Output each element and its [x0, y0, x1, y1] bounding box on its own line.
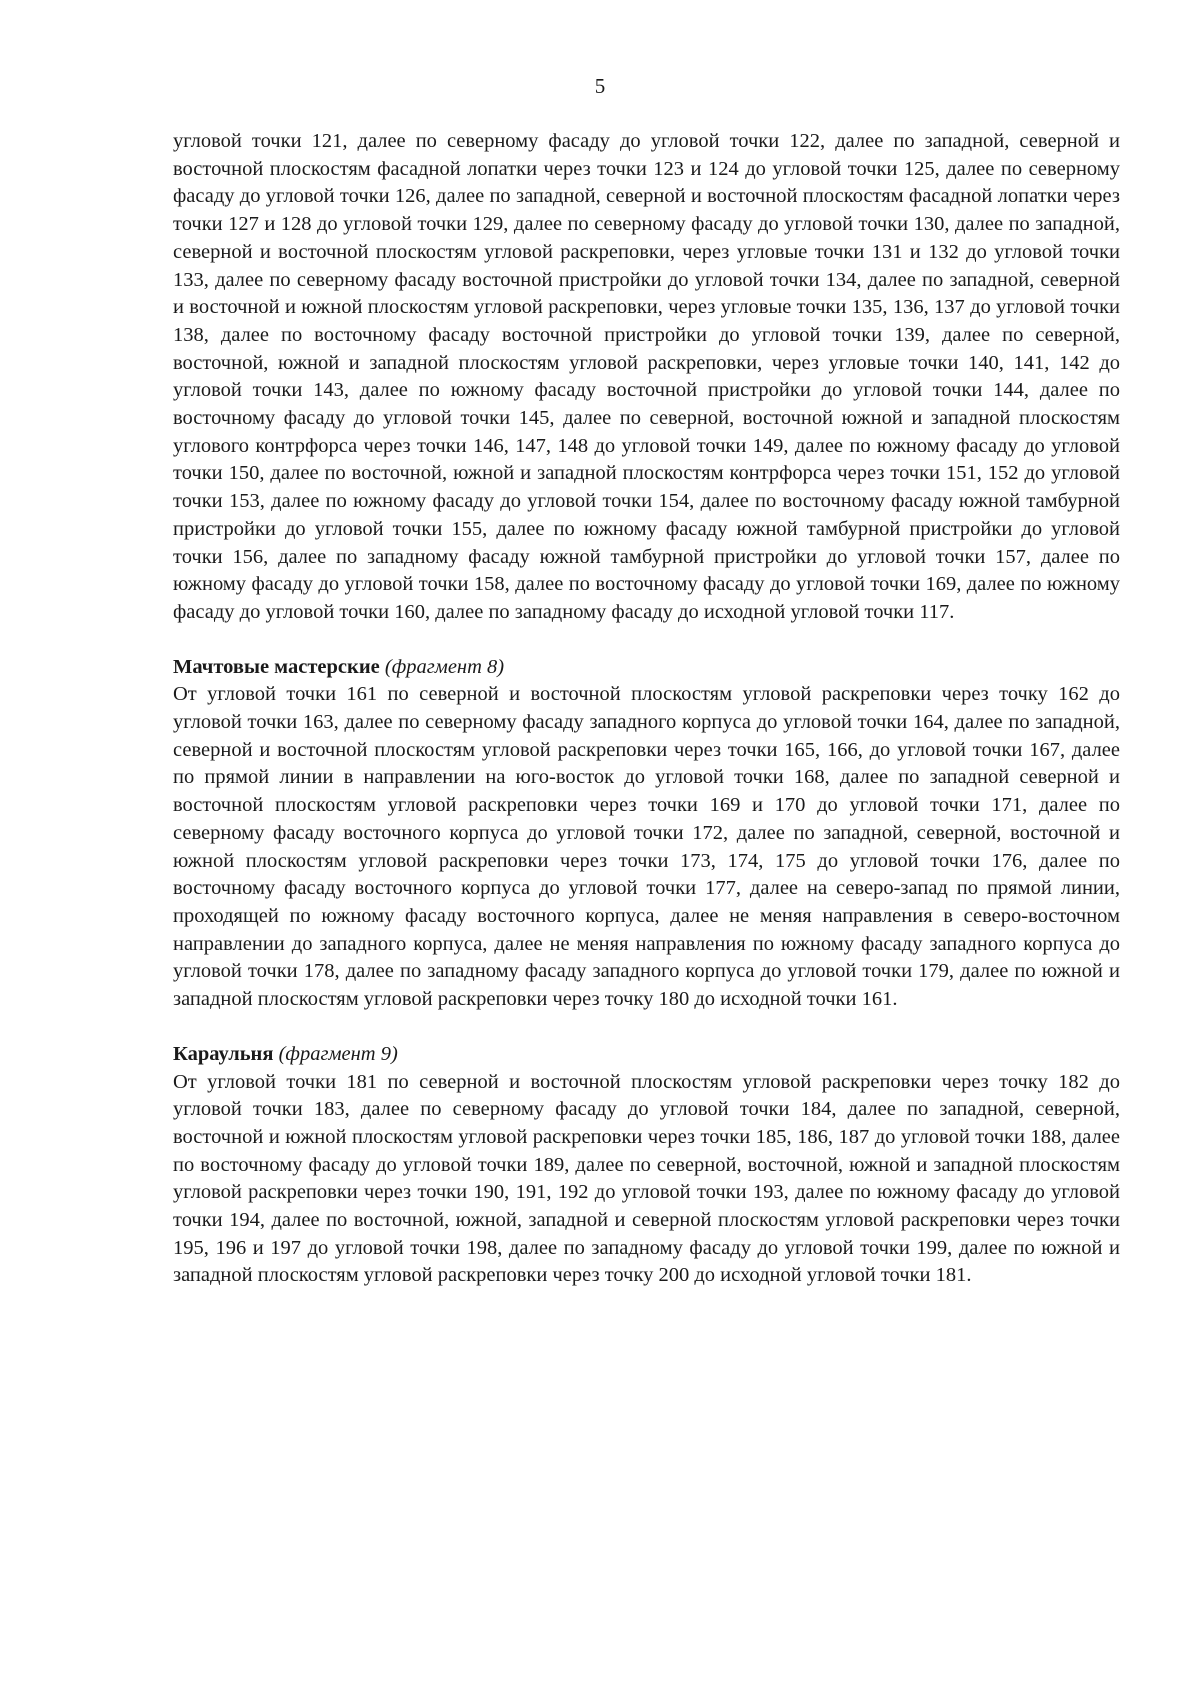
document-body: [173, 128, 1120, 1290]
intro-paragraph: угловой точки 121, далее по северному фасаду до угловой точки 122, далее по западной, северной и восточной плоскостям фасадной лопатки через точки 123 и 124 до угловой точки 125, далее по северному фасаду до угловой точки 126, далее по западной, северной и восточной плоскостям фасадной лопатки через точки 127 и 128 до угловой точки 129, далее по северному фасаду до угловой точки 130, далее по западной, северной и восточной плоскостям угловой раскреповки, через угловые точки 131 и 132 до угловой точки 133, далее по северному фасаду восточной пристройки до угловой точки 134, далее по западной, северной и восточной и южной плоскостям угловой раскреповки, через угловые точки 135, 136, 137 до угловой точки 138, далее по восточному фасаду восточной пристройки до угловой точки 139, далее по северной, восточной, южной и западной плоскостям угловой раскреповки, через угловые точки 140, 141, 142 до угловой точки 143, далее по южному фасаду восточной пристройки до угловой точки 144, далее по восточному фасаду до угловой точки 145, далее по северной, восточной южной и западной плоскостям углового контрфорса через точки 146, 147, 148 до угловой точки 149, далее по южному фасаду до угловой точки 150, далее по восточной, южной и западной плоскостям контрфорса через точки 151, 152 до угловой точки 153, далее по южному фасаду до угловой точки 154, далее по восточному фасаду южной тамбурной пристройки до угловой точки 155, далее по южному фасаду южной тамбурной пристройки до угловой точки 156, далее по западному фасаду южной тамбурной пристройки до угловой точки 157, далее по южному фасаду до угловой точки 158, далее по восточному фасаду до угловой точки 169, далее по южному фасаду до угловой точки 160, далее по западному фасаду до исходной угловой точки 117.: [173, 130, 1120, 623]
section-paragraph: От угловой точки 161 по северной и восточной плоскостям угловой раскреповки через точку 162 до угловой точки 163, далее по северному фасаду западного корпуса до угловой точки 164, далее по западной, северной и восточной плоскостям угловой раскреповки через точки 165, 166, до угловой точки 167, далее по прямой линии в направлении на юго-восток до угловой точки 168, далее по западной северной и восточной плоскостям угловой раскреповки через точки 169 и 170 до угловой точки 171, далее по северному фасаду восточного корпуса до угловой точки 172, далее по западной, северной, восточной и южной плоскостям угловой раскреповки через точки 173, 174, 175 до угловой точки 176, далее по восточному фасаду восточного корпуса до угловой точки 177, далее на северо-запад по прямой линии, проходящей по южному фасаду восточного корпуса, далее не меняя направления в северо-восточном направлении до западного корпуса, далее не меняя направления по южному фасаду западного корпуса до угловой точки 178, далее по западному фасаду западного корпуса до угловой точки 179, далее по южной и западной плоскостям угловой раскреповки через точку 180 до исходной точки 161.: [173, 683, 1120, 1011]
section-title: Мачтовые мастерские: [173, 655, 380, 678]
section-fragment-label: (фрагмент 8): [384, 655, 505, 678]
section-fragment-label: (фрагмент 9): [278, 1042, 398, 1065]
section-mast-workshops: [173, 654, 1120, 1014]
section-paragraph: От угловой точки 181 по северной и восточной плоскостям угловой раскреповки через точку 182 до угловой точки 183, далее по северному фасаду до угловой точки 184, далее по западной, северной, восточной и южной плоскостям угловой раскреповки через точки 185, 186, 187 до угловой точки 188, далее по восточному фасаду до угловой точки 189, далее по северной, восточной, южной и западной плоскостям угловой раскреповки через точки 190, 191, 192 до угловой точки 193, далее по южному фасаду до угловой точки 194, далее по восточной, южной, западной и северной плоскостям угловой раскреповки через точки 195, 196 и 197 до угловой точки 198, далее по западному фасаду до угловой точки 199, далее по южной и западной плоскостям угловой раскреповки через точку 200 до исходной угловой точки 181.: [173, 1070, 1120, 1287]
page-number: 5: [594, 74, 606, 98]
section-heading: [173, 654, 1120, 682]
section-guardhouse: [173, 1041, 1120, 1290]
section-heading: [173, 1041, 1120, 1069]
section-title: Караульня: [173, 1042, 274, 1065]
